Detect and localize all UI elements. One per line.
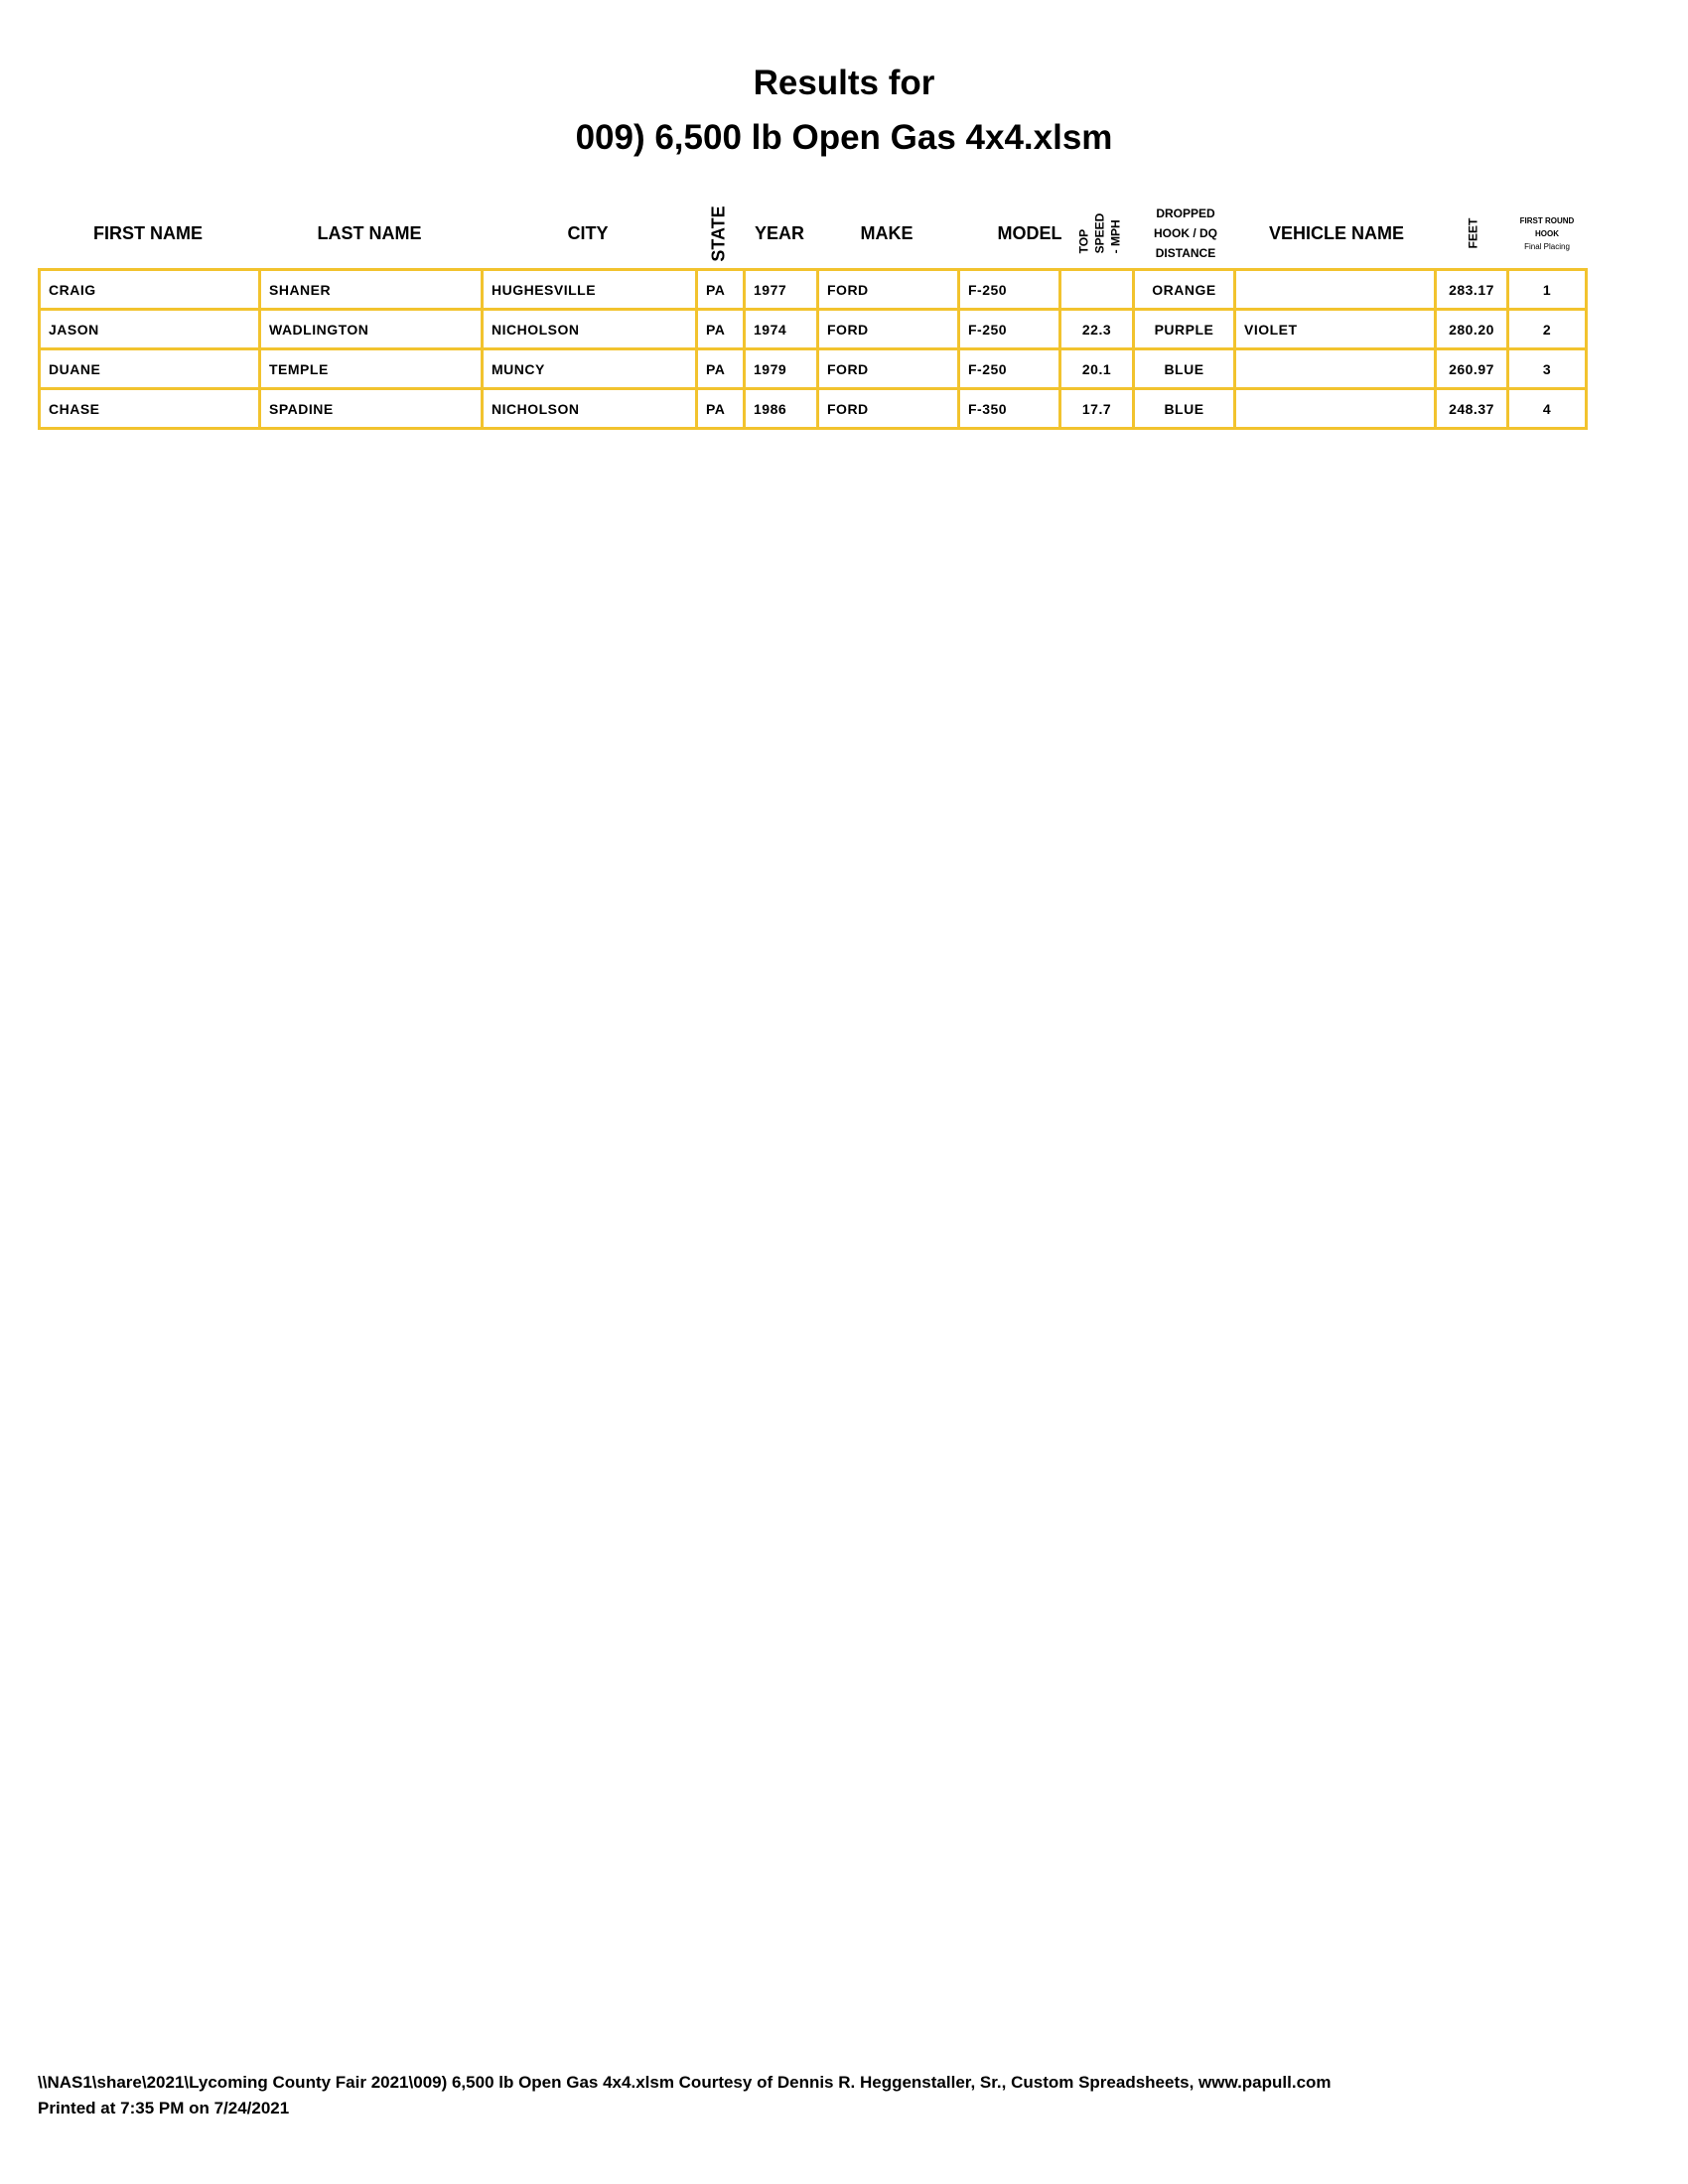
cell-dropped-hook: BLUE	[1134, 389, 1235, 429]
cell-year: 1977	[745, 270, 818, 310]
cell-make: FORD	[818, 270, 959, 310]
header-city: CITY	[567, 222, 609, 243]
cell-model: F-350	[959, 389, 1060, 429]
cell-city: MUNCY	[483, 349, 697, 389]
cell-state: PA	[697, 270, 745, 310]
cell-last-name: SHANER	[260, 270, 483, 310]
table-row	[40, 349, 1587, 389]
cell-first-name: CHASE	[40, 389, 260, 429]
cell-placing: 3	[1508, 349, 1587, 389]
table-row	[40, 389, 1587, 429]
cell-dropped-hook: PURPLE	[1134, 310, 1235, 349]
cell-state: PA	[697, 310, 745, 349]
header-state	[695, 199, 743, 268]
cell-placing: 4	[1508, 389, 1587, 429]
header-top-speed-label	[1075, 213, 1123, 254]
header-make: MAKE	[860, 222, 914, 243]
cell-top-speed: 22.3	[1060, 310, 1134, 349]
header-first-name: FIRST NAME	[93, 222, 203, 243]
cell-top-speed: 20.1	[1060, 349, 1134, 389]
cell-dropped-hook: ORANGE	[1134, 270, 1235, 310]
cell-last-name: SPADINE	[260, 389, 483, 429]
header-first-round-line2: HOOK	[1535, 228, 1559, 238]
table-row	[40, 310, 1587, 349]
header-dropped-hook-line3: DISTANCE	[1155, 246, 1216, 260]
cell-year: 1986	[745, 389, 818, 429]
cell-top-speed	[1060, 270, 1134, 310]
cell-placing: 1	[1508, 270, 1587, 310]
cell-model: F-250	[959, 310, 1060, 349]
page-title: Results for	[753, 64, 935, 102]
header-top-speed-line3: - MPH	[1108, 219, 1122, 254]
footer-printed-at: Printed at 7:35 PM on 7/24/2021	[38, 2099, 290, 2117]
cell-first-name: JASON	[40, 310, 260, 349]
cell-city: NICHOLSON	[483, 310, 697, 349]
cell-vehicle-name	[1235, 270, 1436, 310]
results-table	[38, 268, 1588, 430]
header-dropped-hook-line1: DROPPED	[1156, 206, 1215, 220]
cell-make: FORD	[818, 389, 959, 429]
cell-state: PA	[697, 349, 745, 389]
cell-state: PA	[697, 389, 745, 429]
cell-model: F-250	[959, 270, 1060, 310]
cell-feet: 283.17	[1436, 270, 1508, 310]
cell-city: HUGHESVILLE	[483, 270, 697, 310]
cell-feet: 260.97	[1436, 349, 1508, 389]
header-top-speed-line1: TOP	[1076, 228, 1090, 254]
header-top-speed	[1062, 199, 1136, 268]
cell-city: NICHOLSON	[483, 389, 697, 429]
cell-first-name: DUANE	[40, 349, 260, 389]
cell-feet: 280.20	[1436, 310, 1508, 349]
table-row	[40, 270, 1587, 310]
cell-feet: 248.37	[1436, 389, 1508, 429]
header-feet-label: FEET	[1466, 217, 1480, 249]
cell-last-name: WADLINGTON	[260, 310, 483, 349]
header-year: YEAR	[754, 222, 804, 243]
cell-make: FORD	[818, 349, 959, 389]
cell-make: FORD	[818, 310, 959, 349]
header-dropped-hook	[1135, 199, 1236, 268]
cell-placing: 2	[1508, 310, 1587, 349]
header-feet	[1437, 199, 1509, 268]
cell-top-speed: 17.7	[1060, 389, 1134, 429]
header-state-label: STATE	[708, 205, 729, 262]
header-dropped-hook-line2: HOOK / DQ	[1153, 226, 1217, 240]
cell-vehicle-name: VIOLET	[1235, 310, 1436, 349]
header-vehicle-name: VEHICLE NAME	[1268, 222, 1404, 243]
cell-year: 1974	[745, 310, 818, 349]
cell-vehicle-name	[1235, 389, 1436, 429]
header-model: MODEL	[997, 222, 1062, 243]
header-first-round-line1: FIRST ROUND	[1519, 215, 1575, 225]
cell-first-name: CRAIG	[40, 270, 260, 310]
cell-model: F-250	[959, 349, 1060, 389]
cell-vehicle-name	[1235, 349, 1436, 389]
header-first-round-line3: Final Placing	[1524, 241, 1570, 251]
header-last-name: LAST NAME	[317, 222, 422, 243]
footer-file-path: \\NAS1\share\2021\Lycoming County Fair 2021\009) 6,500 lb Open Gas 4x4.xlsm Courtesy of Dennis R. Heggenstaller, Sr., Custom Spreadsheets, www.papull.com	[38, 2073, 1332, 2092]
cell-last-name: TEMPLE	[260, 349, 483, 389]
header-first-round	[1509, 199, 1585, 268]
header-top-speed-line2: SPEED	[1092, 212, 1106, 254]
cell-dropped-hook: BLUE	[1134, 349, 1235, 389]
page-subtitle: 009) 6,500 lb Open Gas 4x4.xlsm	[575, 118, 1113, 157]
cell-year: 1979	[745, 349, 818, 389]
